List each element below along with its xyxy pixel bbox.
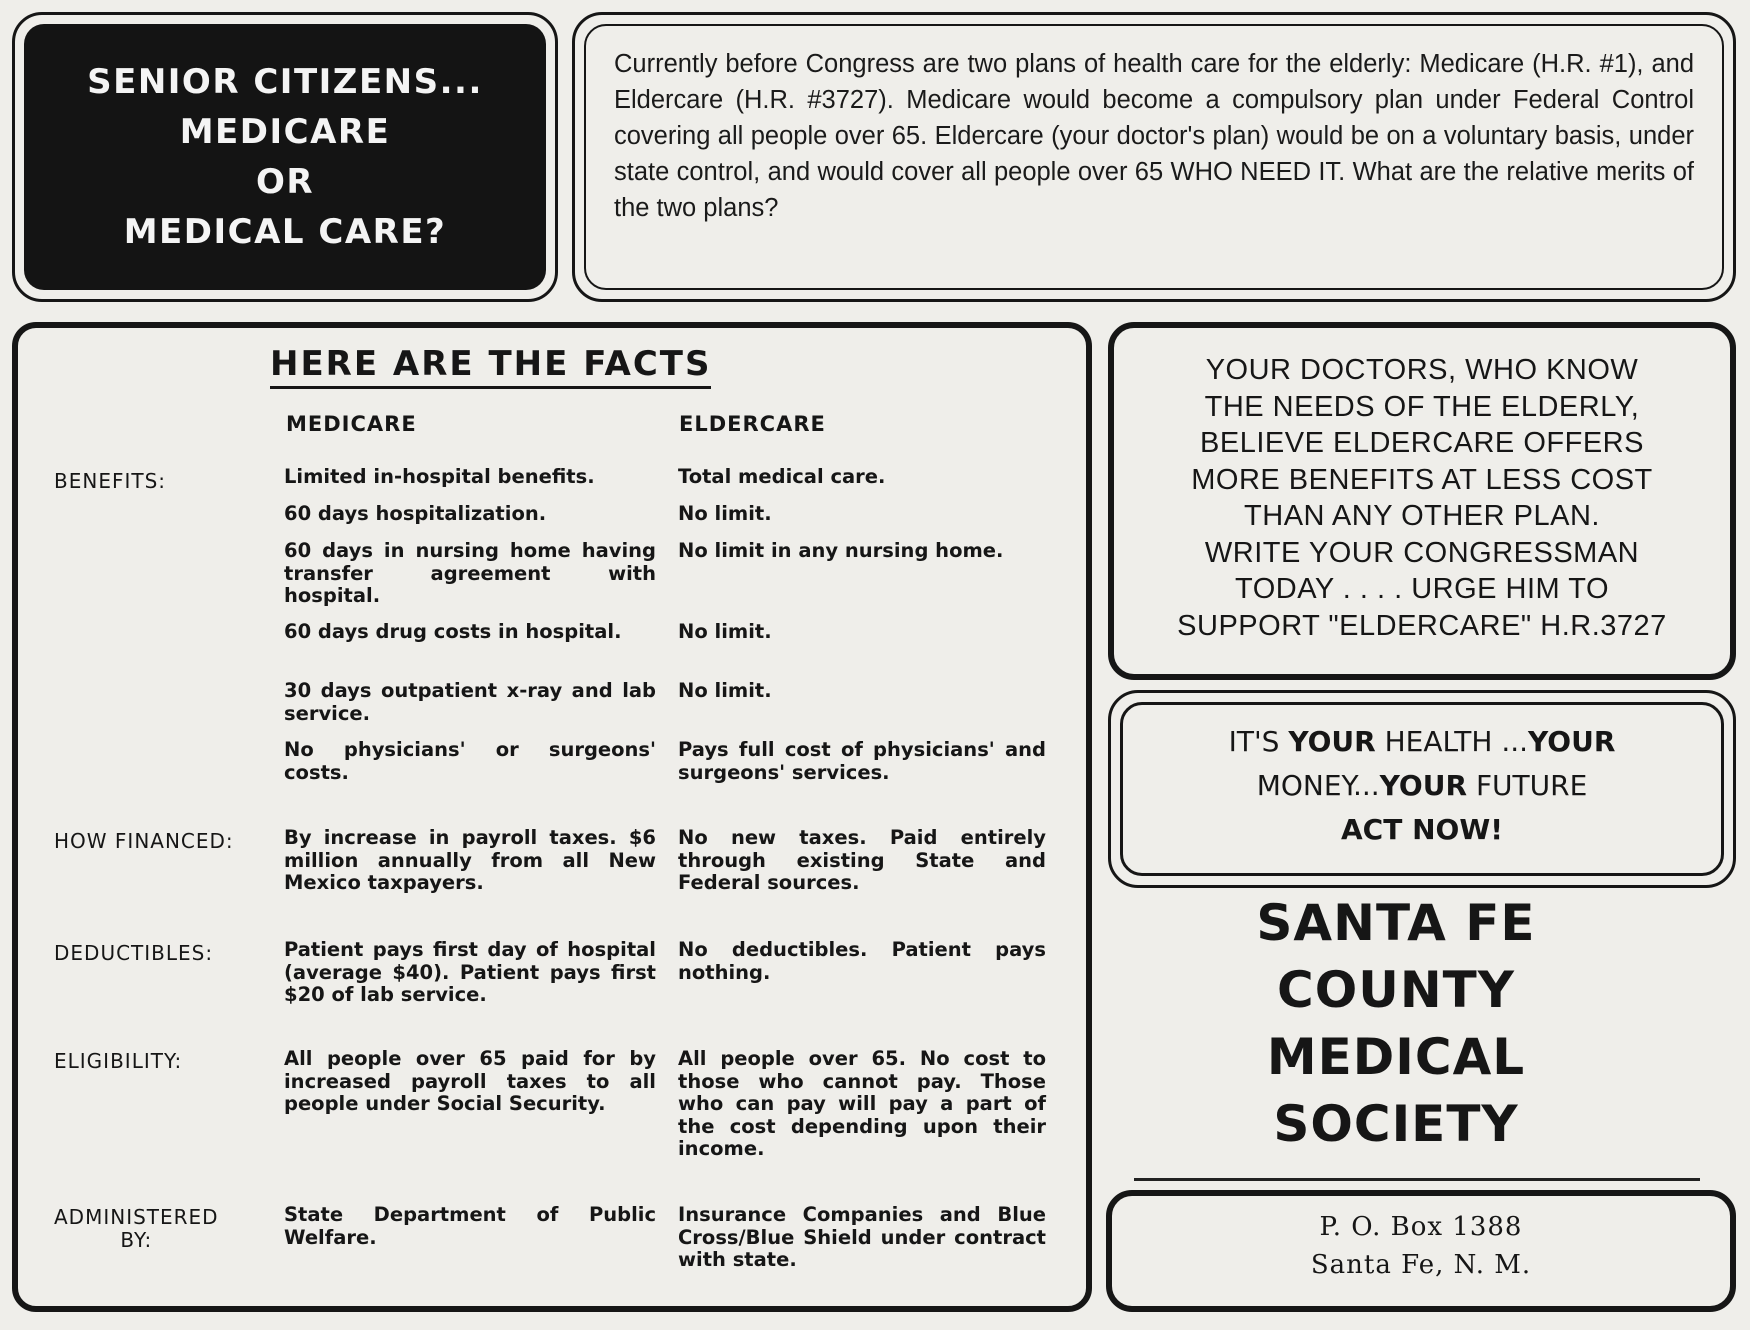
- eldercare-benefit-4: No limit.: [678, 620, 772, 643]
- eldercare-benefit-1: Total medical care.: [678, 465, 886, 488]
- medicare-benefit-2: 60 days hospitalization.: [284, 502, 547, 525]
- act-now-text: ACT NOW!: [1341, 813, 1503, 846]
- headline-line-1: SENIOR CITIZENS...: [87, 62, 483, 102]
- benefits-label: BENEFITS:: [54, 469, 167, 493]
- eldercare-deductibles: No deductibles. Patient pays nothing.: [678, 938, 1046, 984]
- deductibles-label: DEDUCTIBLES:: [54, 941, 214, 965]
- facts-title: HERE ARE THE FACTS: [270, 344, 711, 389]
- doctors-line-2: THE NEEDS OF THE ELDERLY,: [1204, 390, 1640, 423]
- doctors-line-6: WRITE YOUR CONGRESSMAN: [1204, 536, 1640, 569]
- medicare-eligibility: All people over 65 paid for by increased payroll taxes to all people under Social Security.: [284, 1047, 656, 1115]
- doctors-line-7: TODAY . . . . URGE HIM TO: [1235, 573, 1609, 605]
- administered-label-line-1: ADMINISTERED: [54, 1205, 219, 1229]
- doctors-line-8: SUPPORT "ELDERCARE" H.R.3727: [1177, 609, 1667, 642]
- health-line-2: [1120, 764, 1724, 808]
- medicare-benefit-1: Limited in-hospital benefits.: [284, 465, 595, 488]
- doctors-line-3: BELIEVE ELDERCARE OFFERS: [1200, 427, 1644, 459]
- headline-line-3: OR: [255, 162, 315, 202]
- health-message: [1120, 720, 1724, 852]
- doctors-line-5: THAN ANY OTHER PLAN.: [1244, 500, 1600, 532]
- medicare-benefit-5: 30 days outpatient x-ray and lab service.: [284, 679, 656, 725]
- medicare-financed: By increase in payroll taxes. $6 million annually from all New Mexico taxpayers.: [284, 826, 656, 894]
- medicare-column-header: MEDICARE: [286, 412, 417, 436]
- medicare-benefit-4: 60 days drug costs in hospital.: [284, 620, 622, 643]
- address-line-2: Santa Fe, N. M.: [1310, 1250, 1532, 1280]
- eldercare-benefit-2: No limit.: [678, 502, 772, 525]
- your-text-3: YOUR: [1379, 769, 1468, 802]
- health-text: HEALTH ...: [1384, 725, 1529, 758]
- address-line-1: P. O. Box 1388: [1319, 1212, 1523, 1242]
- eldercare-eligibility: All people over 65. No cost to those who cannot pay. Those who can pay will pay a part of the cost depending upon their income.: [678, 1047, 1046, 1160]
- society-line-4: SOCIETY: [1273, 1095, 1519, 1153]
- intro-paragraph: Currently before Congress are two plans of health care for the elderly: Medicare (H.R. #1), and Eldercare (H.R. #3727). Medicare would become a compulsory plan under Federal Control covering all people over 65. Eldercare (your doctor's plan) would be on a voluntary basis, under state control, and would cover all people over 65 WHO NEED IT. What are the relative merits of the two plans?: [614, 50, 1694, 222]
- medicare-benefit-6: No physicians' or surgeons' costs.: [284, 738, 656, 784]
- medicare-benefit-3: 60 days in nursing home having transfer agreement with hospital.: [284, 539, 656, 607]
- eldercare-administered: Insurance Companies and Blue Cross/Blue Shield under contract with state.: [678, 1203, 1046, 1271]
- doctors-message: [1110, 352, 1734, 644]
- society-line-1: SANTA FE: [1256, 894, 1536, 952]
- health-line-3: [1120, 808, 1724, 852]
- headline-line-2: MEDICARE: [179, 112, 391, 152]
- your-text-2: YOUR: [1528, 725, 1616, 758]
- society-line-3: MEDICAL: [1266, 1028, 1526, 1086]
- health-line-1: [1120, 720, 1724, 764]
- headline-line-4: MEDICAL CARE?: [123, 212, 447, 252]
- doctors-line-4: MORE BENEFITS AT LESS COST: [1191, 463, 1653, 496]
- society-line-2: COUNTY: [1277, 961, 1515, 1019]
- doctors-line-1: YOUR DOCTORS, WHO KNOW: [1205, 354, 1639, 386]
- headline-box: [24, 24, 546, 290]
- eldercare-column-header: ELDERCARE: [679, 412, 826, 436]
- eldercare-benefit-5: No limit.: [678, 679, 772, 702]
- medicare-deductibles: Patient pays first day of hospital (average $40). Patient pays first $20 of lab service.: [284, 938, 656, 1006]
- financed-label: HOW FINANCED:: [54, 829, 234, 853]
- your-text-1: YOUR: [1288, 725, 1376, 758]
- eldercare-benefit-6: Pays full cost of physicians' and surgeons' services.: [678, 738, 1046, 784]
- society-name: [1108, 890, 1684, 1158]
- eligibility-label: ELIGIBILITY:: [54, 1049, 183, 1073]
- address: [1106, 1208, 1736, 1284]
- divider-rule: [1134, 1178, 1700, 1181]
- administered-label: [54, 1206, 219, 1252]
- medicare-administered: State Department of Public Welfare.: [284, 1203, 656, 1249]
- future-text: FUTURE: [1475, 769, 1588, 802]
- its-text: IT'S: [1228, 725, 1280, 758]
- eldercare-financed: No new taxes. Paid entirely through existing State and Federal sources.: [678, 826, 1046, 894]
- eldercare-benefit-3: No limit in any nursing home.: [678, 539, 1004, 562]
- administered-label-line-2: BY:: [120, 1228, 153, 1252]
- money-text: MONEY...: [1256, 769, 1380, 802]
